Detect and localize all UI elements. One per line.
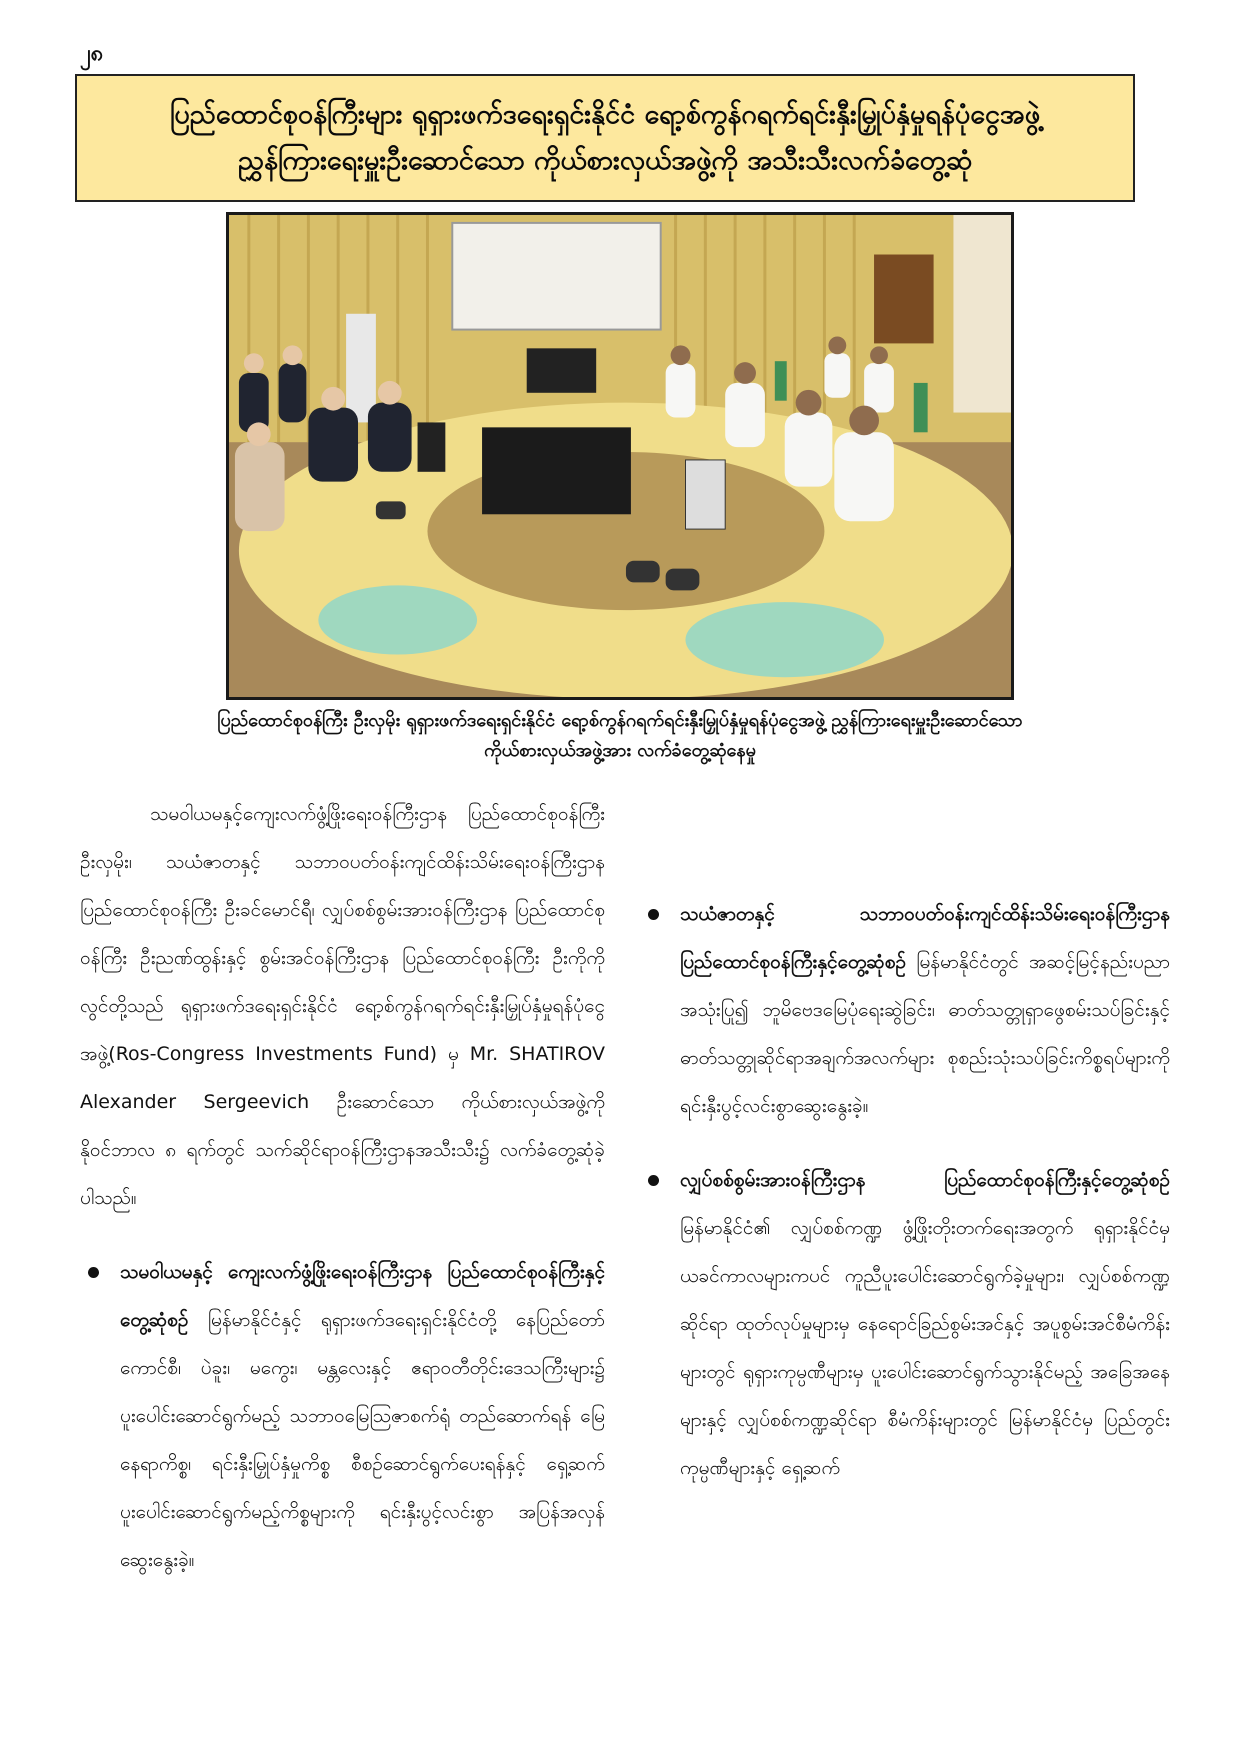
- headline-line-2: ညွှန်ကြားရေးမှူးဦးဆောင်သော ကိုယ်စားလှယ်အဖွဲ့ကို အသီးသီးလက်ခံတွေ့ဆုံ: [237, 145, 973, 176]
- bullet-heading: သမဝါယမနှင့် ကျေးလက်ဖွံ့ဖြိုးရေးဝန်ကြီးဌာန ပြည်ထောင်စုဝန်ကြီးနှင့်တွေ့ဆုံစဉ်: [120, 1261, 605, 1331]
- bullet-item-electric-power: [640, 1156, 1170, 1492]
- photo-caption: [90, 706, 1150, 766]
- right-column: [640, 782, 1170, 1492]
- intro-paragraph: သမဝါယမနှင့်ကျေးလက်ဖွံ့ဖြိုးရေးဝန်ကြီးဌာန ပြည်ထောင်စုဝန်ကြီး ဦးလှမိုး၊ သယံဇာတနှင့် သဘာဝပတ်ဝန်းကျင်ထိန်းသိမ်းရေးဝန်ကြီးဌာန ပြည်ထောင်စုဝန်ကြီး ဦးခင်မောင်ရီ၊ လျှပ်စစ်စွမ်းအားဝန်ကြီးဌာန ပြည်ထောင်စုဝန်ကြီး ဦးညဏ်ထွန်းနှင့် စွမ်းအင်ဝန်ကြီးဌာန ပြည်ထောင်စုဝန်ကြီး ဦးကိုကိုလွင်တို့သည် ရုရှားဖက်ဒရေးရှင်းနိုင်ငံ ရော့စ်ကွန်ဂရက်ရင်းနှီးမြှုပ်နှံမှုရန်ပုံငွေအဖွဲ့(Ros-Congress Investments Fund) မှ Mr. SHATIROV Alexander Sergeevich ဦးဆောင်သော ကိုယ်စားလှယ်အဖွဲ့ကို နိုဝင်ဘာလ ၈ ရက်တွင် သက်ဆိုင်ရာဝန်ကြီးဌာနအသီးသီး၌ လက်ခံတွေ့ဆုံခဲ့ပါသည်။: [80, 803, 605, 1209]
- bullet-dot-icon: [88, 1267, 99, 1278]
- left-column: [80, 790, 605, 1584]
- meeting-photo: [226, 212, 1014, 700]
- headline-line-1: ပြည်ထောင်စုဝန်ကြီးများ ရုရှားဖက်ဒရေးရှင်းနိုင်ငံ ရော့စ်ကွန်ဂရက်ရင်းနှီးမြှုပ်နှံမှုရန်ပုံငွေအဖွဲ့: [169, 99, 1041, 130]
- bullet-heading: လျှပ်စစ်စွမ်းအားဝန်ကြီးဌာန ပြည်ထောင်စုဝန်ကြီးနှင့်တွေ့ဆုံစဉ်: [680, 1169, 1170, 1191]
- bullet-body: မြန်မာနိုင်ငံနှင့် ရုရှားဖက်ဒရေးရှင်းနိုင်ငံတို့ နေပြည်တော်ကောင်စီ၊ ပဲခူး၊ မကွေး၊ မန္တလေးနှင့် ဧရာဝတီတိုင်းဒေသကြီးများ၌ ပူးပေါင်းဆောင်ရွက်မည့် သဘာဝမြေဩဇာစက်ရုံ တည်ဆောက်ရန် မြေနေရာကိစ္စ၊ ရင်းနှီးမြှုပ်နှံမှုကိစ္စ စီစဉ်ဆောင်ရွက်ပေးရန်နှင့် ရှေ့ဆက်ပူးပေါင်းဆောင်ရွက်မည့်ကိစ္စများကို ရင်းနှီးပွင့်လင်းစွာ အပြန်အလှန်ဆွေးနွေးခဲ့။: [120, 1309, 605, 1571]
- bullet-heading: သယံဇာတနှင့် သဘာဝပတ်ဝန်းကျင်ထိန်းသိမ်းရေးဝန်ကြီးဌာန ပြည်ထောင်စုဝန်ကြီးနှင့်တွေ့ဆုံစဉ်: [680, 903, 1170, 973]
- page-number: ၂၈: [80, 41, 104, 66]
- photo-caption-line-1: ပြည်ထောင်စုဝန်ကြီး ဦးလှမိုး ရုရှားဖက်ဒရေးရှင်းနိုင်ငံ ရော့စ်ကွန်ဂရက်ရင်းနှီးမြှုပ်နှံမှုရန်ပုံငွေအဖွဲ့ ညွှန်ကြားရေးမှူးဦးဆောင်သော: [217, 710, 1023, 731]
- photo-caption-line-2: ကိုယ်စားလှယ်အဖွဲ့အား လက်ခံတွေ့ဆုံနေမှု: [484, 740, 756, 761]
- bullet-dot-icon: [648, 909, 659, 920]
- bullet-item-cooperatives: [80, 1248, 605, 1584]
- headline-box: [75, 74, 1135, 202]
- meeting-photo-illustration: [229, 215, 1011, 697]
- bullet-body: မြန်မာနိုင်ငံတွင် အဆင့်မြင့်နည်းပညာအသုံးပြု၍ ဘူမိဗေဒမြေပုံရေးဆွဲခြင်း၊ ဓာတ်သတ္တုရှာဖွေစမ်းသပ်ခြင်းနှင့် ဓာတ်သတ္တုဆိုင်ရာအချက်အလက်များ စုစည်းသုံးသပ်ခြင်းကိစ္စရပ်များကို ရင်းနှီးပွင့်လင်းစွာဆွေးနွေးခဲ့။: [680, 951, 1170, 1117]
- bullet-dot-icon: [648, 1175, 659, 1186]
- bullet-item-natural-resources: [640, 890, 1170, 1130]
- bullet-body: မြန်မာနိုင်ငံ၏ လျှပ်စစ်ကဏ္ဍ ဖွံ့ဖြိုးတိုးတက်ရေးအတွက် ရုရှားနိုင်ငံမှ ယခင်ကာလများကပင် ကူညီပူးပေါင်းဆောင်ရွက်ခဲ့မှုများ၊ လျှပ်စစ်ကဏ္ဍဆိုင်ရာ ထုတ်လုပ်မှုများမှ နေရောင်ခြည်စွမ်းအင်နှင့် အပူစွမ်းအင်စီမံကိန်းများတွင် ရုရှားကုမ္ပဏီများမှ ပူးပေါင်းဆောင်ရွက်သွားနိုင်မည့် အခြေအနေများနှင့် လျှပ်စစ်ကဏ္ဍဆိုင်ရာ စီမံကိန်းများတွင် မြန်မာနိုင်ငံမှ ပြည်တွင်းကုမ္ပဏီများနှင့် ရှေ့ဆက်: [680, 1217, 1170, 1479]
